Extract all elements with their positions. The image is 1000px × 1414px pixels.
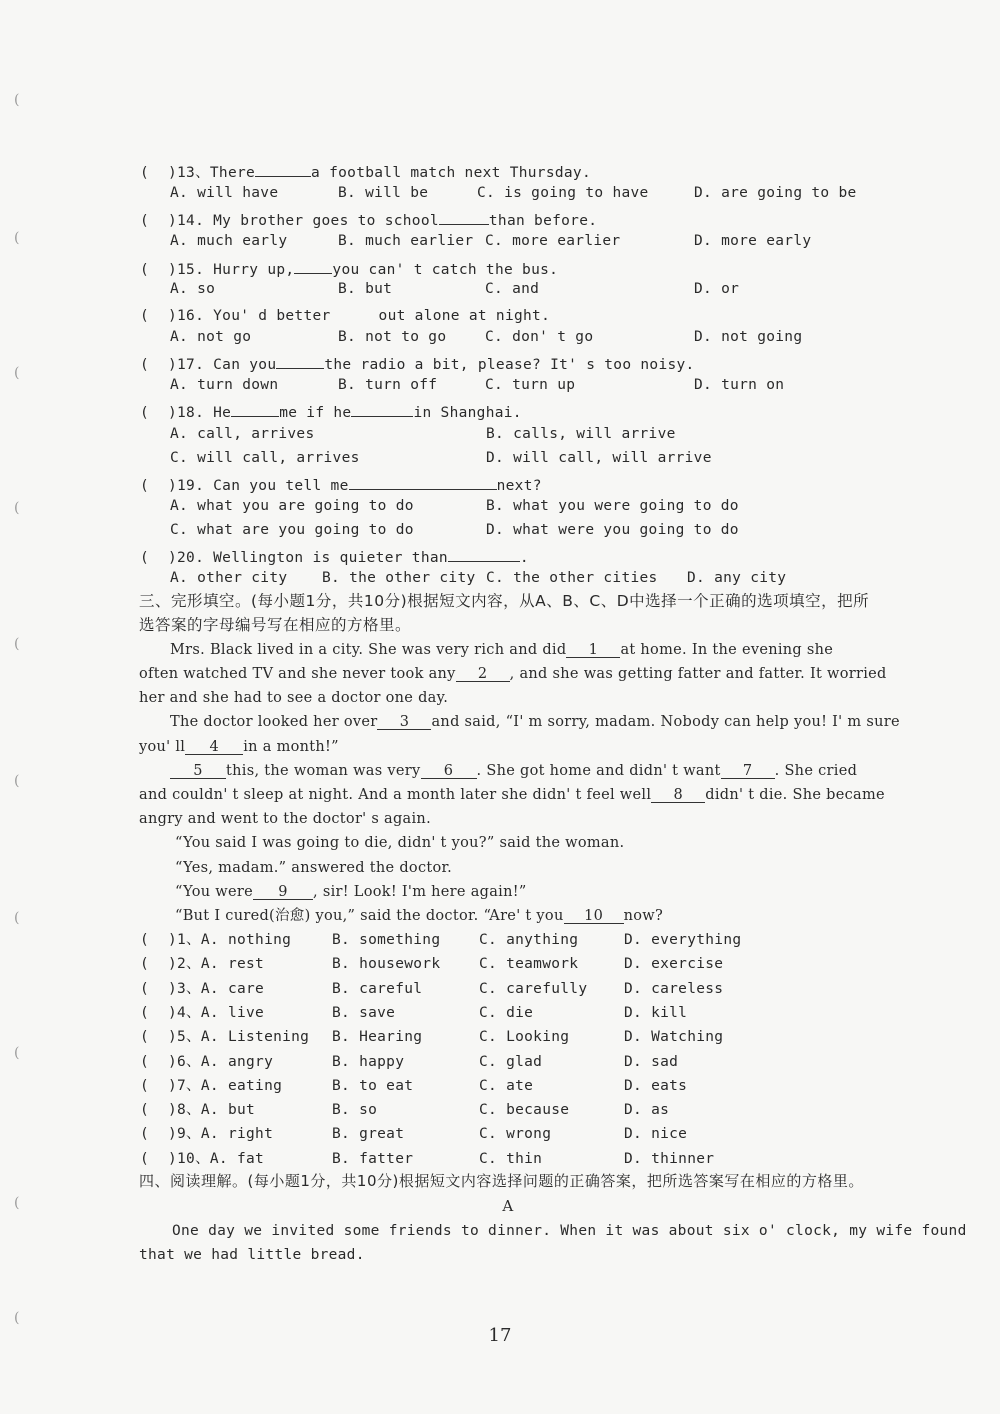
option-d: D. or [694,281,740,297]
passage-line: and couldn' t sleep at night. And a month later she didn' t feel well 8 didn' t die. She became [139,787,885,803]
option-d: D. more early [694,233,812,249]
answer-paren[interactable]: ( [140,956,150,972]
option-d: D. thinner [624,1151,715,1167]
option-d: D. sad [624,1054,679,1070]
blank-10[interactable]: 10 [564,907,624,924]
passage-line: One day we invited some friends to dinner. When it was about six o' clock, my wife found [172,1223,967,1239]
passage-line: her and she had to see a doctor one day. [139,690,449,706]
answer-paren[interactable]: ( [140,981,150,997]
margin-mark: ( [14,1310,20,1326]
option-d: D. as [624,1102,670,1118]
option-a: )7、A. eating [168,1078,283,1094]
question-17-stem: ( )17. Can you the radio a bit, please? It' s too noisy. [140,352,695,374]
blank-9[interactable]: 9 [253,883,313,900]
answer-paren[interactable]: ( [140,932,150,948]
option-a: A. much early [170,233,288,249]
option-d: D. not going [694,329,803,345]
option-a: A. not go [170,329,252,345]
option-c: C. because [479,1102,570,1118]
answer-paren[interactable]: ( [140,262,150,278]
passage-line: “You were 9 , sir! Look! I'm here again!” [175,884,527,900]
passage-line: The doctor looked her over 3 and said, “I' m sorry, madam. Nobody can help you! I' m sure [170,714,900,730]
margin-mark: ( [14,230,20,246]
option-c: C. teamwork [479,956,579,972]
option-b: B. so [332,1102,378,1118]
option-a: )2、A. rest [168,956,265,972]
option-b: B. fatter [332,1151,414,1167]
answer-paren[interactable]: ( [140,1078,150,1094]
option-a: )9、A. right [168,1126,274,1142]
option-a: )6、A. angry [168,1054,274,1070]
option-a: A. what you are going to do [170,498,414,514]
option-b: B. much earlier [338,233,474,249]
option-b: B. Hearing [332,1029,423,1045]
option-d: D. turn on [694,377,785,393]
passage-line: that we had little bread. [139,1247,365,1263]
option-a: A. call, arrives [170,426,315,442]
option-a: A. so [170,281,216,297]
option-a: A. turn down [170,377,279,393]
option-d: D. nice [624,1126,688,1142]
blank[interactable] [331,304,379,320]
blank[interactable] [231,400,279,417]
answer-paren[interactable]: ( [140,1102,150,1118]
option-d: D. everything [624,932,742,948]
margin-mark: ( [14,92,20,108]
question-19-stem: ( )19. Can you tell me next? [140,473,542,495]
option-c: C. is going to have [477,185,649,201]
blank-2[interactable]: 2 [456,665,510,682]
answer-paren[interactable]: ( [140,1054,150,1070]
option-b: B. save [332,1005,396,1021]
option-d: D. eats [624,1078,688,1094]
question-18-stem: ( )18. He me if he in Shanghai. [140,400,522,422]
option-c: C. glad [479,1054,543,1070]
option-a: )5、A. Listening [168,1029,310,1045]
blank-4[interactable]: 4 [185,738,243,755]
page-number: 17 [488,1325,512,1346]
option-c: C. don' t go [485,329,594,345]
option-d: D. Watching [624,1029,724,1045]
question-20-stem: ( )20. Wellington is quieter than . [140,545,529,567]
answer-paren[interactable]: ( [140,405,150,421]
margin-mark: ( [14,500,20,516]
option-a: )1、A. nothing [168,932,292,948]
option-b: B. housework [332,956,441,972]
blank-3[interactable]: 3 [377,713,431,730]
answer-paren[interactable]: ( [140,357,150,373]
passage-line: “But I cured(治愈) you,” said the doctor. “Are' t you 10 now? [175,908,664,924]
answer-paren[interactable]: ( [140,213,150,229]
section3-heading: 三、完形填空。(每小题1分，共10分)根据短文内容，从A、B、C、D中选择一个正确的选项填空，把所 [139,592,870,610]
option-b: B. great [332,1126,405,1142]
option-c: C. thin [479,1151,543,1167]
option-c: C. and [485,281,540,297]
option-c: C. die [479,1005,534,1021]
option-c: C. the other cities [486,570,658,586]
passage-line: you' ll 4 in a month!” [139,739,339,755]
margin-mark: ( [14,773,20,789]
passage-line: Mrs. Black lived in a city. She was very rich and did 1 at home. In the evening she [170,642,834,658]
option-a: )3、A. care [168,981,265,997]
blank-5[interactable]: 5 [170,762,226,779]
option-c: C. wrong [479,1126,552,1142]
blank[interactable] [439,208,489,225]
passage-line: angry and went to the doctor' s again. [139,811,431,827]
option-c: C. anything [479,932,579,948]
option-a: )8、A. but [168,1102,256,1118]
blank[interactable] [294,257,332,274]
answer-paren[interactable]: ( [140,165,150,181]
option-d: D. what were you going to do [486,522,739,538]
passage-label: A [502,1197,514,1215]
margin-mark: ( [14,1195,20,1211]
answer-paren[interactable]: ( [140,1029,150,1045]
option-b: B. the other city [322,570,476,586]
passage-line: “You said I was going to die, didn' t you?” said the woman. [175,835,625,851]
margin-mark: ( [14,365,20,381]
passage-line: often watched TV and she never took any 2 , and she was getting fatter and fatter. It worried [139,666,887,682]
blank[interactable] [448,545,520,562]
option-b: B. will be [338,185,429,201]
option-a: )4、A. live [168,1005,265,1021]
option-d: D. will call, will arrive [486,450,712,466]
option-c: C. Looking [479,1029,570,1045]
option-b: B. not to go [338,329,447,345]
margin-mark: ( [14,910,20,926]
option-d: D. any city [687,570,787,586]
blank-1[interactable]: 1 [566,641,620,658]
blank-8[interactable]: 8 [651,786,705,803]
question-14-stem: ( )14. My brother goes to school than before. [140,208,597,230]
blank-7[interactable]: 7 [721,762,775,779]
option-a: A. other city [170,570,288,586]
option-b: B. to eat [332,1078,414,1094]
answer-paren[interactable]: ( [140,550,150,566]
option-c: C. more earlier [485,233,621,249]
option-b: B. but [338,281,393,297]
option-a: )10、A. fat [168,1151,265,1167]
margin-mark: ( [14,636,20,652]
answer-paren[interactable]: ( [140,478,150,494]
question-15-stem: ( )15. Hurry up, you can' t catch the bus. [140,257,558,279]
blank[interactable] [255,160,311,177]
option-b: B. something [332,932,441,948]
question-13-stem: ( )13、There a football match next Thursday. [140,160,591,182]
passage-line: “Yes, madam.” answered the doctor. [175,860,453,876]
option-c: C. will call, arrives [170,450,360,466]
answer-paren[interactable]: ( [140,1151,150,1167]
question-16-stem: ( )16. You' d better out alone at night. [140,304,550,325]
margin-mark: ( [14,1045,20,1061]
section3-heading-cont: 选答案的字母编号写在相应的方格里。 [139,616,412,634]
answer-paren[interactable]: ( [140,1005,150,1021]
option-c: C. carefully [479,981,588,997]
blank[interactable] [351,400,413,417]
passage-line: 5 this, the woman was very 6 . She got home and didn' t want 7 . She cried [170,762,857,780]
option-a: A. will have [170,185,279,201]
option-c: C. what are you going to do [170,522,414,538]
blank-6[interactable]: 6 [421,762,477,779]
option-d: D. kill [624,1005,688,1021]
option-d: D. are going to be [694,185,857,201]
blank[interactable] [349,473,497,490]
blank[interactable] [276,352,324,369]
option-c: C. turn up [485,377,576,393]
answer-paren[interactable]: ( [140,308,150,324]
option-b: B. happy [332,1054,405,1070]
answer-paren[interactable]: ( [140,1126,150,1142]
option-b: B. turn off [338,377,438,393]
option-d: D. careless [624,981,724,997]
option-b: B. what you were going to do [486,498,739,514]
option-b: B. careful [332,981,423,997]
option-b: B. calls, will arrive [486,426,676,442]
option-c: C. ate [479,1078,534,1094]
section4-heading: 四、阅读理解。(每小题1分，共10分)根据短文内容选择问题的正确答案，把所选答案写在相应的方格里。 [139,1172,864,1190]
option-d: D. exercise [624,956,724,972]
